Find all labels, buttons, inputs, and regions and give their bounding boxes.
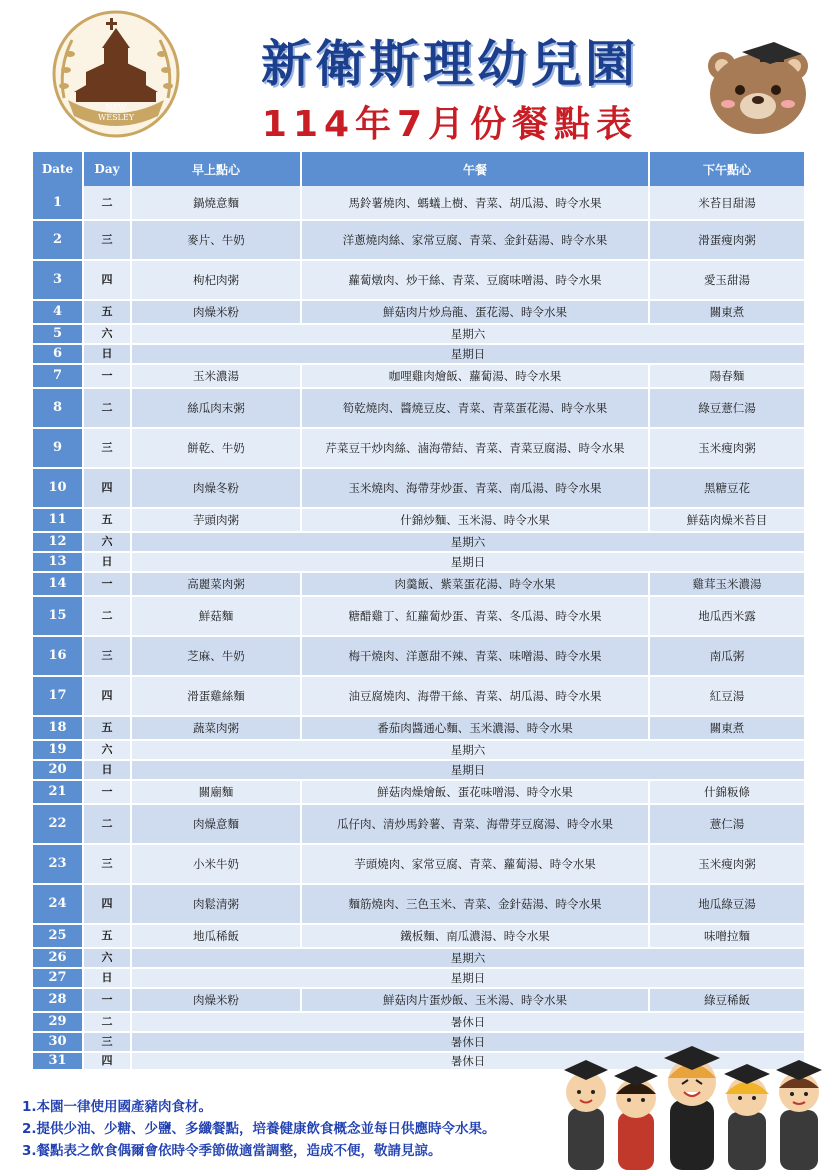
afternoon-snack-cell: 味噌拉麵	[649, 924, 805, 948]
table-row	[33, 260, 805, 300]
morning-snack-cell: 麥片、牛奶	[131, 220, 301, 260]
col-header-lunch: 午餐	[301, 152, 649, 186]
day-cell: 五	[83, 300, 131, 324]
afternoon-snack-cell: 雞茸玉米濃湯	[649, 572, 805, 596]
morning-snack-cell: 滑蛋雞絲麵	[131, 676, 301, 716]
date-cell: 24	[33, 884, 83, 924]
afternoon-snack-cell: 愛玉甜湯	[649, 260, 805, 300]
morning-snack-cell: 地瓜稀飯	[131, 924, 301, 948]
lunch-cell: 糖醋雞丁、紅蘿蔔炒蛋、青菜、冬瓜湯、時令水果	[301, 596, 649, 636]
table-body	[33, 186, 805, 1070]
date-cell: 14	[33, 572, 83, 596]
lunch-cell: 梅干燒肉、洋蔥甜不辣、青菜、味噌湯、時令水果	[301, 636, 649, 676]
table-row	[33, 676, 805, 716]
day-cell: 五	[83, 924, 131, 948]
date-cell: 22	[33, 804, 83, 844]
morning-snack-cell: 肉鬆清粥	[131, 884, 301, 924]
date-cell: 21	[33, 780, 83, 804]
page-title: 新衛斯理幼兒園	[261, 35, 639, 93]
afternoon-snack-cell: 綠豆稀飯	[649, 988, 805, 1012]
table-row	[33, 220, 805, 260]
lunch-cell: 咖哩雞肉燴飯、蘿蔔湯、時令水果	[301, 364, 649, 388]
morning-snack-cell: 肉燥意麵	[131, 804, 301, 844]
logo-text-new: NEW	[105, 103, 127, 112]
note-cell: 星期六	[131, 324, 805, 344]
afternoon-snack-cell: 玉米瘦肉粥	[649, 428, 805, 468]
table-row	[33, 364, 805, 388]
table-row	[33, 636, 805, 676]
date-cell: 19	[33, 740, 83, 760]
afternoon-snack-cell: 地瓜西米露	[649, 596, 805, 636]
lunch-cell: 洋蔥燒肉絲、家常豆腐、青菜、金針菇湯、時令水果	[301, 220, 649, 260]
day-cell: 三	[83, 428, 131, 468]
day-cell: 二	[83, 186, 131, 220]
table-row	[33, 780, 805, 804]
afternoon-snack-cell: 關東煮	[649, 716, 805, 740]
lunch-cell: 鮮菇肉片炒烏龍、蛋花湯、時令水果	[301, 300, 649, 324]
table-row	[33, 988, 805, 1012]
lunch-cell: 蘿蔔燉肉、炒干絲、青菜、豆腐味噌湯、時令水果	[301, 260, 649, 300]
bear-graduate-icon	[702, 36, 814, 136]
morning-snack-cell: 肉燥冬粉	[131, 468, 301, 508]
date-cell: 29	[33, 1012, 83, 1032]
day-cell: 二	[83, 804, 131, 844]
afternoon-snack-cell: 鮮菇肉燥米苔目	[649, 508, 805, 532]
morning-snack-cell: 玉米濃湯	[131, 364, 301, 388]
notes	[22, 1096, 496, 1162]
day-cell: 日	[83, 760, 131, 780]
lunch-cell: 麵筋燒肉、三色玉米、青菜、金針菇湯、時令水果	[301, 884, 649, 924]
day-cell: 五	[83, 716, 131, 740]
date-cell: 28	[33, 988, 83, 1012]
table-row	[33, 740, 805, 760]
date-cell: 2	[33, 220, 83, 260]
morning-snack-cell: 芝麻、牛奶	[131, 636, 301, 676]
morning-snack-cell: 肉燥米粉	[131, 988, 301, 1012]
day-cell: 三	[83, 636, 131, 676]
afternoon-snack-cell: 關東煮	[649, 300, 805, 324]
table-row	[33, 948, 805, 968]
table-row	[33, 388, 805, 428]
date-cell: 12	[33, 532, 83, 552]
day-cell: 二	[83, 596, 131, 636]
day-cell: 四	[83, 1052, 131, 1070]
morning-snack-cell: 小米牛奶	[131, 844, 301, 884]
col-header-morning: 早上點心	[131, 152, 301, 186]
date-cell: 26	[33, 948, 83, 968]
lunch-cell: 芋頭燒肉、家常豆腐、青菜、蘿蔔湯、時令水果	[301, 844, 649, 884]
date-cell: 3	[33, 260, 83, 300]
note-cell: 星期日	[131, 344, 805, 364]
lunch-cell: 番茄肉醬通心麵、玉米濃湯、時令水果	[301, 716, 649, 740]
table-row	[33, 804, 805, 844]
col-header-day: Day	[83, 152, 131, 186]
date-cell: 31	[33, 1052, 83, 1070]
date-cell: 5	[33, 324, 83, 344]
date-cell: 1	[33, 186, 83, 220]
table-row	[33, 884, 805, 924]
date-cell: 9	[33, 428, 83, 468]
day-cell: 五	[83, 508, 131, 532]
afternoon-snack-cell: 陽春麵	[649, 364, 805, 388]
date-cell: 15	[33, 596, 83, 636]
day-cell: 日	[83, 344, 131, 364]
morning-snack-cell: 肉燥米粉	[131, 300, 301, 324]
table-row	[33, 760, 805, 780]
lunch-cell: 鐵板麵、南瓜濃湯、時令水果	[301, 924, 649, 948]
lunch-cell: 芹菜豆干炒肉絲、滷海帶結、青菜、青菜豆腐湯、時令水果	[301, 428, 649, 468]
afternoon-snack-cell: 綠豆薏仁湯	[649, 388, 805, 428]
table-row	[33, 596, 805, 636]
table-row	[33, 324, 805, 344]
date-cell: 6	[33, 344, 83, 364]
col-header-date: Date	[33, 152, 83, 186]
date-cell: 13	[33, 552, 83, 572]
date-cell: 30	[33, 1032, 83, 1052]
note-3: 3.餐點表之飲食偶爾會依時令季節做適當調整，造成不便，敬請見諒。	[22, 1143, 442, 1159]
table-row	[33, 508, 805, 532]
table-header-row	[33, 152, 805, 186]
afternoon-snack-cell: 地瓜綠豆湯	[649, 884, 805, 924]
note-cell: 星期六	[131, 948, 805, 968]
table-row	[33, 468, 805, 508]
date-cell: 7	[33, 364, 83, 388]
day-cell: 六	[83, 532, 131, 552]
note-cell: 星期日	[131, 552, 805, 572]
day-cell: 三	[83, 1032, 131, 1052]
lunch-cell: 油豆腐燒肉、海帶干絲、青菜、胡瓜湯、時令水果	[301, 676, 649, 716]
table-row	[33, 344, 805, 364]
day-cell: 三	[83, 844, 131, 884]
day-cell: 日	[83, 968, 131, 988]
meal-table	[33, 152, 806, 1071]
afternoon-snack-cell: 滑蛋瘦肉粥	[649, 220, 805, 260]
morning-snack-cell: 關廟麵	[131, 780, 301, 804]
date-cell: 23	[33, 844, 83, 884]
day-cell: 一	[83, 572, 131, 596]
date-cell: 8	[33, 388, 83, 428]
lunch-cell: 馬鈴薯燒肉、螞蟻上樹、青菜、胡瓜湯、時令水果	[301, 186, 649, 220]
morning-snack-cell: 高麗菜肉粥	[131, 572, 301, 596]
date-cell: 10	[33, 468, 83, 508]
day-cell: 六	[83, 948, 131, 968]
lunch-cell: 玉米燒肉、海帶芽炒蛋、青菜、南瓜湯、時令水果	[301, 468, 649, 508]
note-cell: 暑休日	[131, 1032, 805, 1052]
note-cell: 星期日	[131, 760, 805, 780]
date-cell: 16	[33, 636, 83, 676]
day-cell: 一	[83, 364, 131, 388]
table-row	[33, 844, 805, 884]
col-header-afternoon: 下午點心	[649, 152, 805, 186]
table-row	[33, 552, 805, 572]
note-2: 2.提供少油、少糖、少鹽、多纖餐點，培養健康飲食概念並每日供應時令水果。	[22, 1121, 496, 1137]
lunch-cell: 鮮菇肉片蛋炒飯、玉米湯、時令水果	[301, 988, 649, 1012]
day-cell: 四	[83, 260, 131, 300]
day-cell: 二	[83, 388, 131, 428]
afternoon-snack-cell: 薏仁湯	[649, 804, 805, 844]
afternoon-snack-cell: 黑糖豆花	[649, 468, 805, 508]
lunch-cell: 鮮菇肉燥燴飯、蛋花味噌湯、時令水果	[301, 780, 649, 804]
day-cell: 六	[83, 740, 131, 760]
date-cell: 20	[33, 760, 83, 780]
morning-snack-cell: 芋頭肉粥	[131, 508, 301, 532]
afternoon-snack-cell: 玉米瘦肉粥	[649, 844, 805, 884]
graduate-children-icon	[560, 1028, 830, 1170]
table-row	[33, 300, 805, 324]
note-cell: 暑休日	[131, 1012, 805, 1032]
lunch-cell: 什錦炒麵、玉米湯、時令水果	[301, 508, 649, 532]
morning-snack-cell: 鍋燒意麵	[131, 186, 301, 220]
day-cell: 二	[83, 1012, 131, 1032]
table-row	[33, 186, 805, 220]
note-cell: 星期日	[131, 968, 805, 988]
lunch-cell: 瓜仔肉、清炒馬鈴薯、青菜、海帶芽豆腐湯、時令水果	[301, 804, 649, 844]
day-cell: 日	[83, 552, 131, 572]
page-subtitle: 114年7月份餐點表	[261, 104, 639, 145]
morning-snack-cell: 蔬菜肉粥	[131, 716, 301, 740]
date-cell: 27	[33, 968, 83, 988]
date-cell: 18	[33, 716, 83, 740]
day-cell: 一	[83, 988, 131, 1012]
note-cell: 星期六	[131, 532, 805, 552]
day-cell: 四	[83, 676, 131, 716]
note-cell: 星期六	[131, 740, 805, 760]
morning-snack-cell: 餅乾、牛奶	[131, 428, 301, 468]
afternoon-snack-cell: 南瓜粥	[649, 636, 805, 676]
table-row	[33, 532, 805, 552]
day-cell: 四	[83, 884, 131, 924]
logo-text-wesley: WESLEY	[98, 113, 134, 122]
table-row	[33, 572, 805, 596]
table-row	[33, 716, 805, 740]
afternoon-snack-cell: 米苔目甜湯	[649, 186, 805, 220]
date-cell: 11	[33, 508, 83, 532]
date-cell: 4	[33, 300, 83, 324]
morning-snack-cell: 鮮菇麵	[131, 596, 301, 636]
afternoon-snack-cell: 紅豆湯	[649, 676, 805, 716]
date-cell: 25	[33, 924, 83, 948]
day-cell: 一	[83, 780, 131, 804]
table-row	[33, 968, 805, 988]
table-row	[33, 428, 805, 468]
note-cell: 暑休日	[131, 1052, 805, 1070]
morning-snack-cell: 枸杞肉粥	[131, 260, 301, 300]
day-cell: 六	[83, 324, 131, 344]
afternoon-snack-cell: 什錦粄條	[649, 780, 805, 804]
day-cell: 四	[83, 468, 131, 508]
church-logo	[50, 8, 182, 140]
lunch-cell: 筍乾燒肉、醬燒豆皮、青菜、青菜蛋花湯、時令水果	[301, 388, 649, 428]
day-cell: 三	[83, 220, 131, 260]
lunch-cell: 肉羹飯、紫菜蛋花湯、時令水果	[301, 572, 649, 596]
note-1: 1.本園一律使用國產豬肉食材。	[22, 1099, 213, 1115]
morning-snack-cell: 絲瓜肉末粥	[131, 388, 301, 428]
date-cell: 17	[33, 676, 83, 716]
table-row	[33, 924, 805, 948]
